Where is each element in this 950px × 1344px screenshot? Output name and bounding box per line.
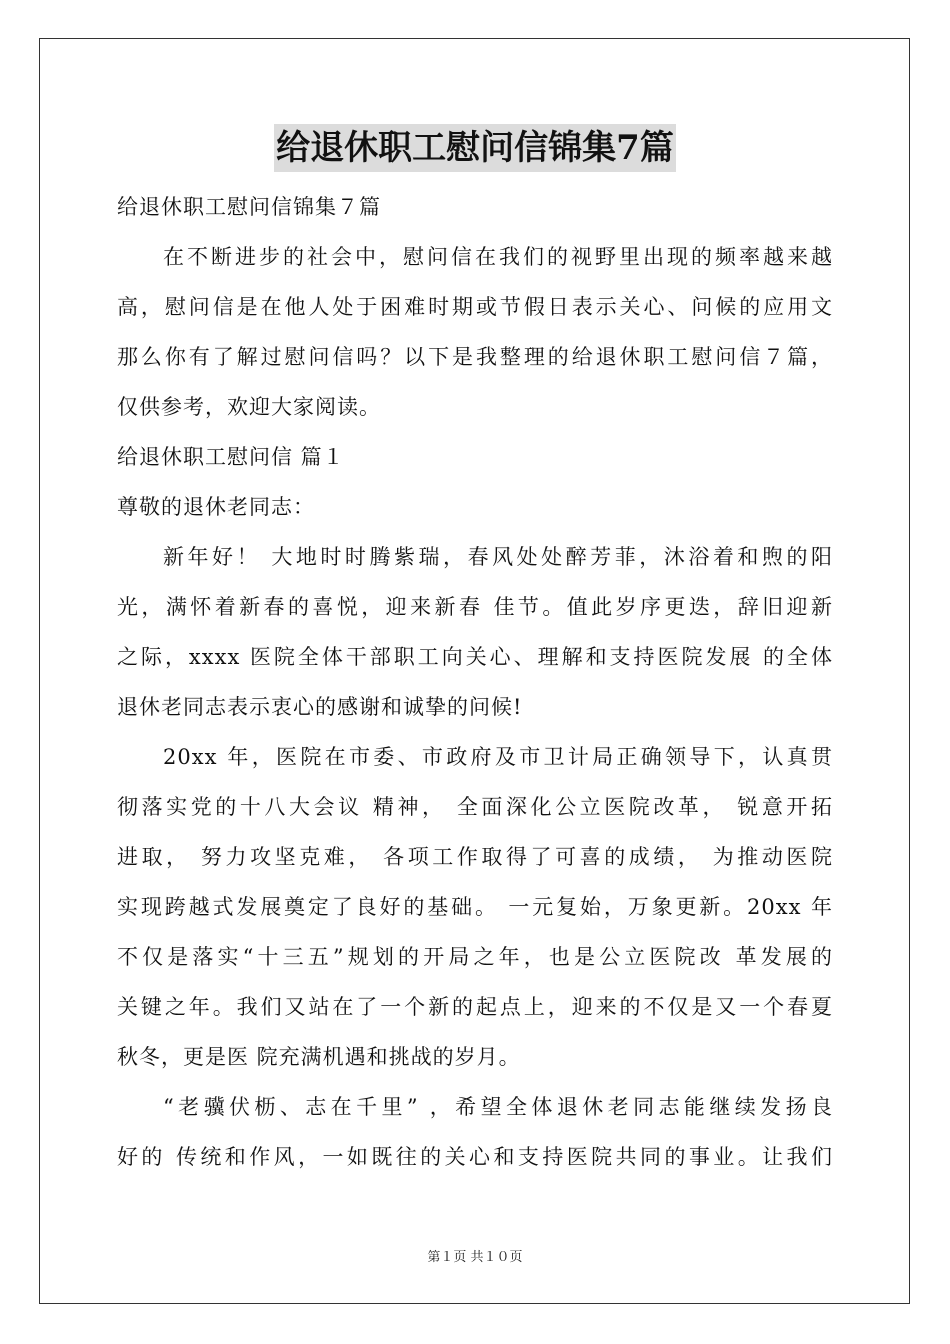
intro-paragraph: [117, 232, 833, 432]
paragraph-line: 光，满怀着新春的喜悦，迎来新春 佳节。值此岁序更迭，辞旧迎新: [117, 595, 833, 619]
salutation: 尊敬的退休老同志：: [117, 495, 315, 519]
paragraph-line: 20xx 年，医院在市委、市政府及市卫计局正确领导下，认真贯: [163, 745, 833, 769]
paragraph-line: 实现跨越式发展奠定了良好的基础。 一元复始，万象更新。20xx 年: [117, 895, 833, 919]
paragraph-line: 秋冬，更是医 院充满机遇和挑战的岁月。: [117, 1045, 521, 1069]
paragraph-line: 好的 传统和作风，一如既往的关心和支持医院共同的事业。让我们: [117, 1145, 833, 1169]
paragraph-line: 不仅是落实“十三五”规划的开局之年，也是公立医院改 革发展的: [117, 945, 833, 969]
paragraph-line: 退休老同志表示衷心的感谢和诚挚的问候!: [117, 695, 523, 719]
paragraph-line: 彻落实党的十八大会议 精神， 全面深化公立医院改革， 锐意开拓: [117, 795, 833, 819]
paragraph-line: “老骥伏枥、志在千里” ，希望全体退休老同志能继续发扬良: [163, 1095, 833, 1119]
paragraph-line: 关键之年。我们又站在了一个新的起点上，迎来的不仅是又一个春夏: [117, 995, 833, 1019]
document-subtitle: 给退休职工慰问信锦集７篇: [117, 195, 381, 219]
paragraph-line: 仅供参考，欢迎大家阅读。: [117, 395, 381, 419]
document-title: 给退休职工慰问信锦集7篇: [274, 124, 676, 172]
paragraph-2: [117, 732, 833, 1082]
paragraph-line: 在不断进步的社会中，慰问信在我们的视野里出现的频率越来越: [163, 245, 833, 269]
paragraph-line: 之际，xxxx 医院全体干部职工向关心、理解和支持医院发展 的全体: [117, 645, 833, 669]
paragraph-3: [117, 1082, 833, 1182]
paragraph-1: [117, 532, 833, 732]
paragraph-line: 进取， 努力攻坚克难， 各项工作取得了可喜的成绩， 为推动医院: [117, 845, 833, 869]
paragraph-line: 那么你有了解过慰问信吗？以下是我整理的给退休职工慰问信７篇，: [117, 345, 833, 369]
document-body: [117, 182, 833, 1182]
section-heading: 给退休职工慰问信 篇１: [117, 445, 345, 469]
title-container: [0, 124, 950, 172]
paragraph-line: 高，慰问信是在他人处于困难时期或节假日表示关心、问候的应用文: [117, 295, 833, 319]
page-footer: 第１页 共１０页: [427, 1250, 523, 1265]
paragraph-line: 新年好！ 大地时时腾紫瑞，春风处处醉芳菲，沐浴着和煦的阳: [163, 545, 833, 569]
